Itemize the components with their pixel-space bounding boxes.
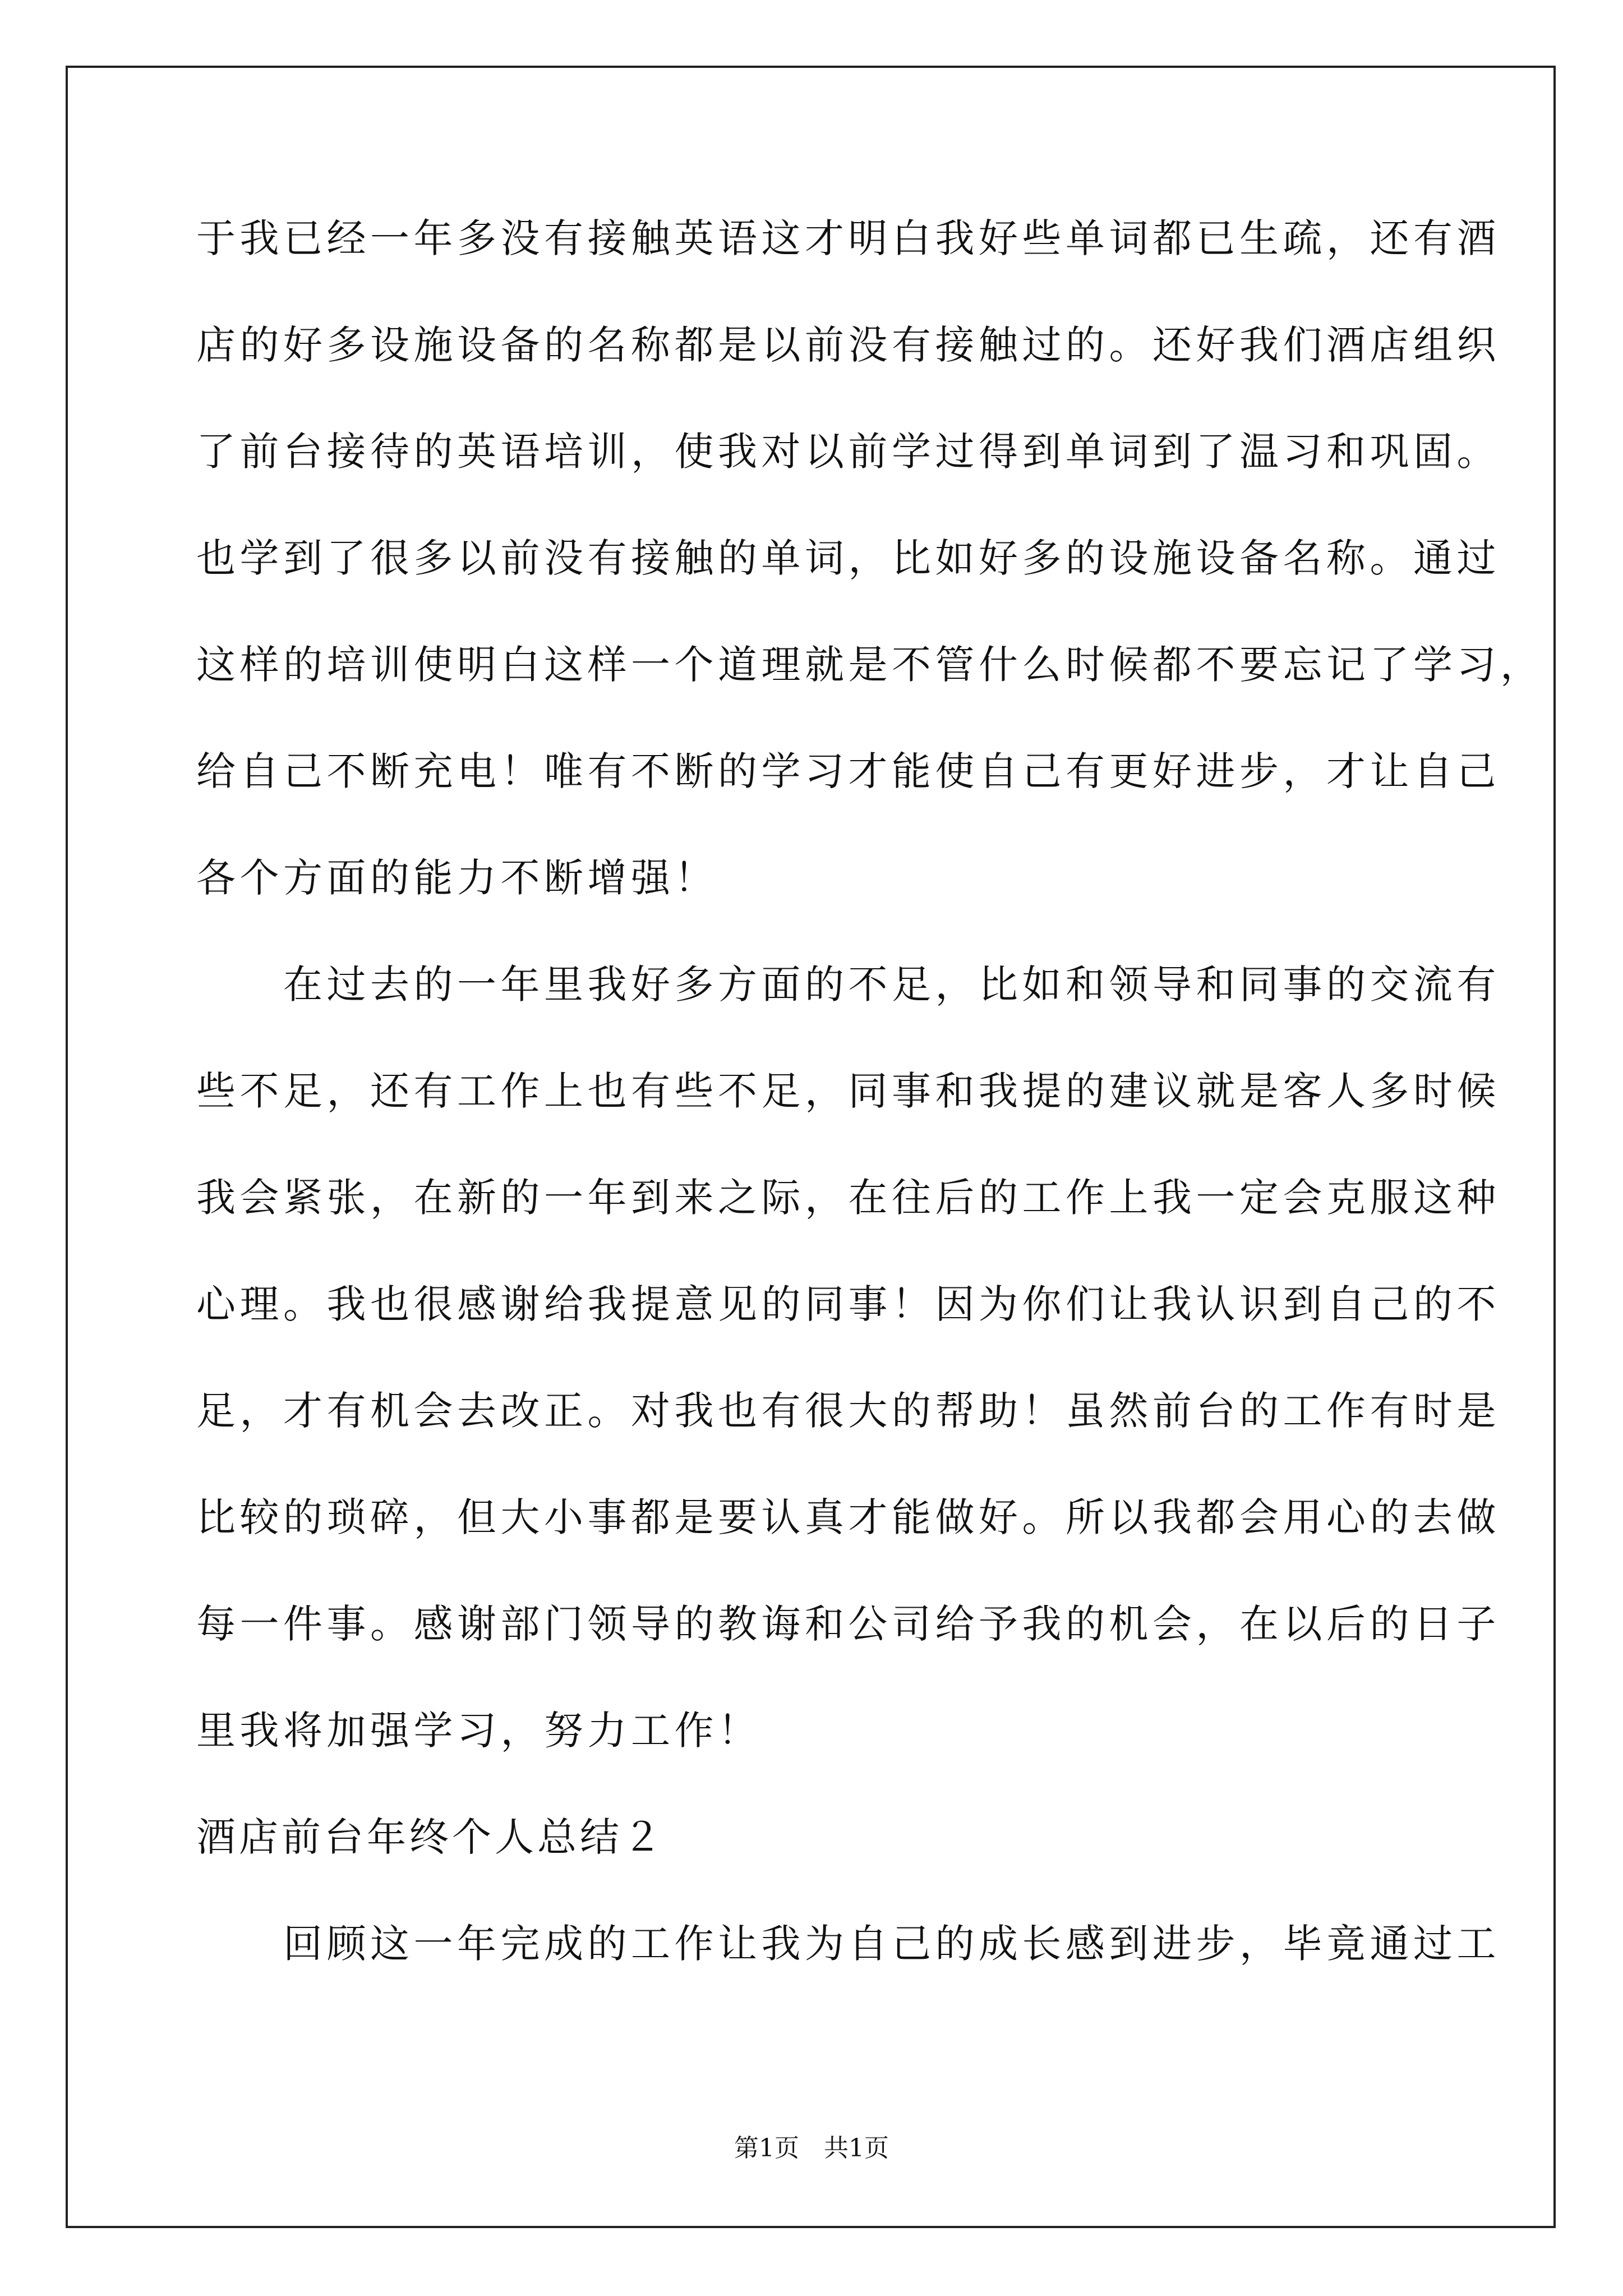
text-line: 足，才有机会去改正。对我也有很大的帮助！虽然前台的工作有时是: [196, 1388, 1500, 1434]
text-line: 了前台接待的英语培训，使我对以前学过得到单词到了温习和巩固。: [196, 429, 1500, 475]
text-line: 里我将加强学习，努力工作！: [196, 1708, 762, 1754]
section-heading: 酒店前台年终个人总结２: [196, 1814, 665, 1860]
text-line: 店的好多设施设备的名称都是以前没有接触过的。还好我们酒店组织: [196, 322, 1500, 368]
text-line: 每一件事。感谢部门领导的教诲和公司给予我的机会，在以后的日子: [196, 1601, 1500, 1647]
text-line: 各个方面的能力不断增强！: [196, 855, 718, 901]
page-border: [66, 66, 1556, 2228]
text-line: 于我已经一年多没有接触英语这才明白我好些单词都已生疏，还有酒: [196, 215, 1500, 261]
text-line: 心理。我也很感谢给我提意见的同事！因为你们让我认识到自己的不: [196, 1281, 1500, 1327]
text-line: 给自己不断充电！唯有不断的学习才能使自己有更好进步，才让自己: [196, 748, 1500, 794]
text-line: 些不足，还有工作上也有些不足，同事和我提的建议就是客人多时候: [196, 1068, 1500, 1114]
text-line: 我会紧张，在新的一年到来之际，在往后的工作上我一定会克服这种: [196, 1175, 1500, 1221]
paragraph-start-line: 在过去的一年里我好多方面的不足，比如和领导和同事的交流有: [283, 961, 1500, 1007]
text-line: 也学到了很多以前没有接触的单词，比如好多的设施设备名称。通过: [196, 535, 1500, 581]
page-number-footer: 第1页 共1页: [734, 2134, 889, 2162]
text-line: 这样的培训使明白这样一个道理就是不管什么时候都不要忘记了学习，: [196, 642, 1544, 688]
paragraph-start-line: 回顾这一年完成的工作让我为自己的成长感到进步，毕竟通过工: [283, 1921, 1500, 1967]
text-line: 比较的琐碎，但大小事都是要认真才能做好。所以我都会用心的去做: [196, 1494, 1500, 1540]
